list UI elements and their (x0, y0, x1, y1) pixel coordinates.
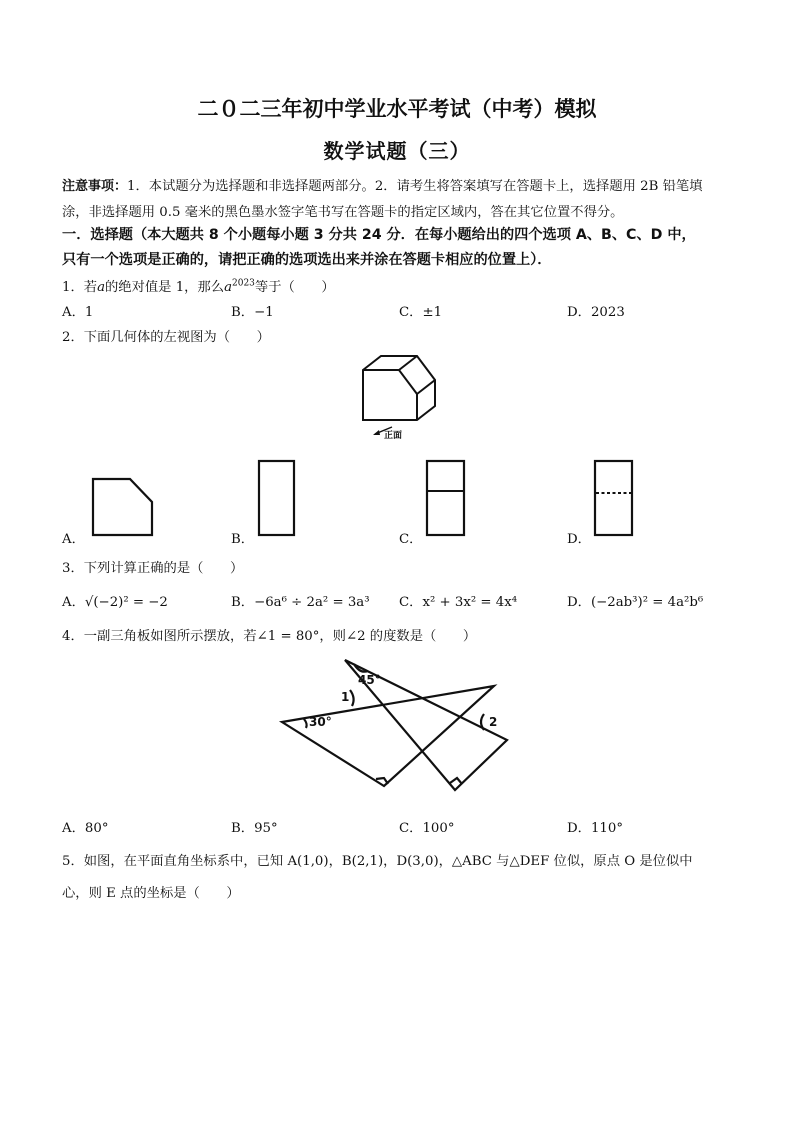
q2-number: 2． (62, 330, 84, 345)
q1-option-a: A．1 (62, 305, 94, 320)
front-view-label: 正面 (384, 431, 403, 441)
exam-title: 二０二三年初中学业水平考试（中考）模拟 (197, 97, 597, 121)
q3-option-d: D．(−2ab³)² = 4a²b⁶ (567, 595, 704, 610)
q3-stem: 下列计算正确的是（ ） (83, 561, 244, 576)
notes-text-1: 1．本试题分为选择题和非选择题两部分。2．请考生将答案填写在答题卡上，选择题用 2B 铅笔填 (127, 179, 703, 194)
section-heading-line-2: 只有一个选项是正确的，请把正确的选项选出来并涂在答题卡相应的位置上）． (62, 252, 552, 268)
question-2-stem (62, 326, 270, 345)
q4-angle-1-label: 1 (341, 690, 350, 704)
question-4-stem (62, 625, 476, 644)
question-5-line-2: 心，则 E 点的坐标是（ ） (62, 886, 240, 901)
q4-option-c: C．100° (399, 821, 455, 836)
q1-stem-c: 等于（ ） (254, 280, 335, 295)
q1-exponent: 2023 (232, 278, 255, 289)
q1-stem-b: 的绝对值是 1，那么 (105, 280, 225, 295)
q4-number: 4． (62, 629, 84, 644)
q5-number: 5． (62, 854, 84, 869)
q3-option-b: B．−6a⁶ ÷ 2a² = 3a³ (231, 595, 370, 610)
q1-stem-a: 若 (83, 280, 98, 295)
q2-option-d-figure (594, 460, 634, 536)
q4-option-b: B．95° (231, 821, 278, 836)
q1-number: 1． (62, 280, 84, 295)
q3-option-c: C．x² + 3x² = 4x⁴ (399, 595, 518, 610)
q4-stem: 一副三角板如图所示摆放，若∠1 = 80°，则∠2 的度数是（ ） (83, 629, 477, 644)
section-heading-line-1: 一．选择题（本大题共 8 个小题每小题 3 分共 24 分．在每小题给出的四个选项 A、B、C、D 中， (62, 227, 696, 243)
q1-var-a2: a (224, 280, 232, 295)
q3-option-a: A．√(−2)² = −2 (62, 595, 168, 610)
question-1-stem (62, 276, 335, 295)
notes-line-1 (62, 175, 703, 194)
q4-triangle-figure (270, 650, 520, 800)
q2-option-b-figure (258, 460, 296, 536)
notes-line-2: 涂，非选择题用 0.5 毫米的黑色墨水签字笔书写在答题卡的指定区域内，答在其它位置不得分。 (62, 205, 624, 220)
exam-subtitle: 数学试题（三） (323, 139, 471, 163)
q2-option-a: A． (62, 532, 85, 547)
q2-option-d: D． (567, 532, 591, 547)
q1-option-b: B．−1 (231, 305, 274, 320)
q1-var-a: a (97, 280, 105, 295)
q1-option-d: D．2023 (567, 305, 625, 320)
notes-label: 注意事项： (62, 179, 128, 194)
q2-option-c-figure (426, 460, 466, 536)
q4-option-a: A．80° (62, 821, 109, 836)
q2-option-a-figure (92, 478, 154, 536)
q1-option-c: C．±1 (399, 305, 443, 320)
q3-number: 3． (62, 561, 84, 576)
q4-angle-30-label: 30° (309, 715, 332, 729)
q4-angle-45-label: 45° (358, 673, 381, 687)
q2-option-b: B． (231, 532, 255, 547)
question-5-line-1 (62, 850, 693, 869)
q4-angle-2-label: 2 (489, 715, 498, 729)
q2-option-c: C． (399, 532, 423, 547)
question-3-stem (62, 557, 243, 576)
q4-option-d: D．110° (567, 821, 623, 836)
q2-stem: 下面几何体的左视图为（ ） (83, 330, 270, 345)
q5-text-1: 如图，在平面直角坐标系中，已知 A(1,0)，B(2,1)，D(3,0)，△ABC 与△DEF 位似，原点 O 是位似中 (83, 854, 693, 869)
